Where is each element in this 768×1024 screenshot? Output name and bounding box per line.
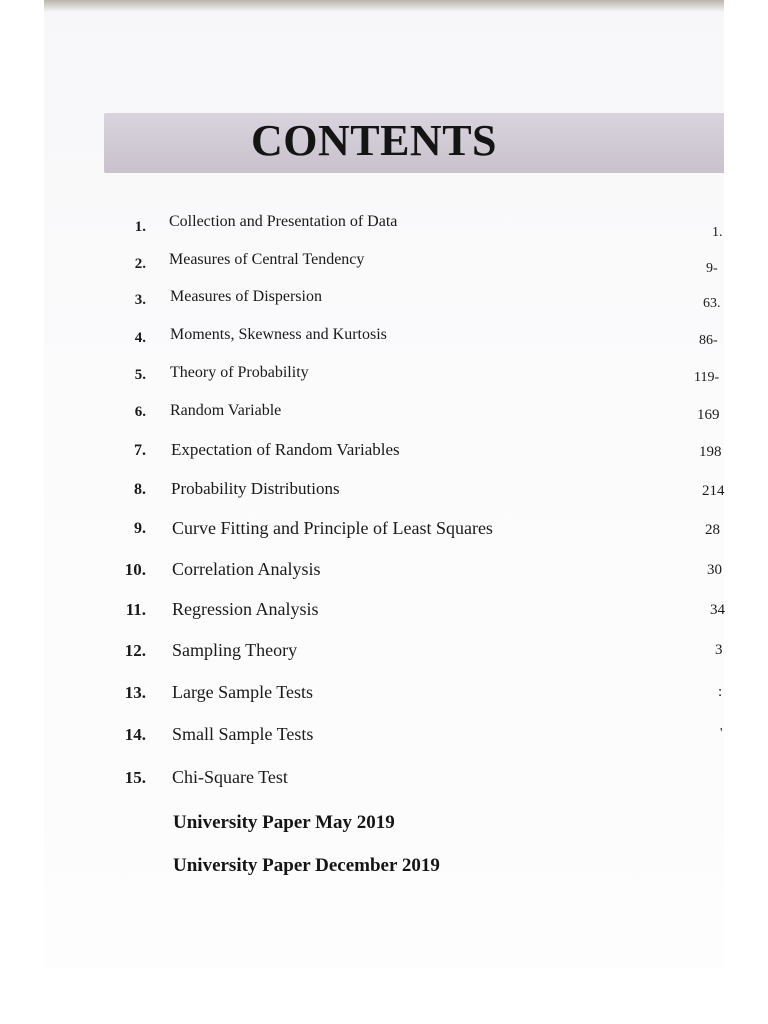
chapter-number: 2.	[134, 256, 146, 272]
chapter-page: 198	[699, 444, 722, 460]
chapter-title: Measures of Central Tendency	[169, 251, 365, 268]
chapter-number: 1.	[134, 219, 146, 235]
toc-row	[0, 559, 768, 589]
chapter-title: Curve Fitting and Principle of Least Squares	[172, 518, 493, 538]
chapter-title: Correlation Analysis	[172, 559, 321, 579]
toc-row	[0, 213, 768, 243]
chapter-page: 9-	[706, 261, 718, 276]
toc-row	[0, 518, 768, 548]
toc-row	[0, 724, 768, 754]
toc-row	[0, 767, 768, 797]
toc-row	[0, 682, 768, 712]
toc-row	[0, 251, 768, 281]
chapter-title: Moments, Skewness and Kurtosis	[170, 326, 387, 343]
chapter-number: 12.	[124, 641, 146, 660]
toc-row	[0, 640, 768, 670]
chapter-number: 3.	[134, 292, 146, 308]
toc-row	[0, 440, 768, 470]
chapter-title: Theory of Probability	[170, 364, 309, 381]
chapter-title: Large Sample Tests	[172, 682, 314, 702]
chapter-title: Measures of Dispersion	[170, 288, 322, 305]
university-paper-december: University Paper December 2019	[173, 855, 440, 876]
toc-row	[0, 288, 768, 318]
chapter-page: '	[720, 726, 723, 741]
toc-row	[0, 479, 768, 509]
chapter-number: 5.	[134, 367, 146, 383]
chapter-title: Sampling Theory	[172, 640, 298, 660]
toc-row	[0, 326, 768, 356]
chapter-number: 11.	[125, 600, 146, 619]
chapter-page: 63.	[703, 296, 721, 311]
chapter-number: 13.	[124, 683, 146, 702]
chapter-title: Probability Distributions	[171, 479, 340, 498]
chapter-title: Regression Analysis	[172, 599, 319, 619]
chapter-page: 86-	[699, 333, 718, 348]
chapter-number: 10.	[124, 560, 146, 579]
chapter-title: Chi-Square Test	[172, 767, 288, 787]
chapter-number: 6.	[134, 404, 146, 420]
chapter-page: 169	[697, 407, 720, 423]
chapter-number: 14.	[124, 725, 146, 744]
chapter-page: 214	[702, 483, 725, 499]
chapter-title: Small Sample Tests	[172, 724, 314, 744]
chapter-page: 34	[710, 602, 725, 618]
chapter-number: 8.	[134, 481, 146, 498]
chapter-page: 30	[707, 562, 722, 578]
chapter-number: 4.	[134, 330, 146, 346]
chapter-page: 3	[715, 642, 723, 658]
chapter-page: 28	[705, 522, 720, 538]
chapter-page: 1.	[712, 225, 723, 240]
toc-row	[0, 402, 768, 432]
chapter-page: :	[718, 684, 723, 700]
toc-row	[0, 599, 768, 629]
chapter-page: 119-	[694, 370, 720, 385]
chapter-number: 7.	[134, 442, 146, 459]
chapter-title: Expectation of Random Variables	[171, 440, 400, 459]
chapter-number: 15.	[124, 768, 146, 787]
university-paper-may: University Paper May 2019	[173, 812, 395, 833]
contents-heading: CONTENTS	[250, 116, 498, 165]
toc-row	[0, 364, 768, 394]
chapter-number: 9.	[134, 520, 146, 537]
chapter-title: Random Variable	[170, 402, 282, 419]
chapter-title: Collection and Presentation of Data	[169, 213, 398, 230]
